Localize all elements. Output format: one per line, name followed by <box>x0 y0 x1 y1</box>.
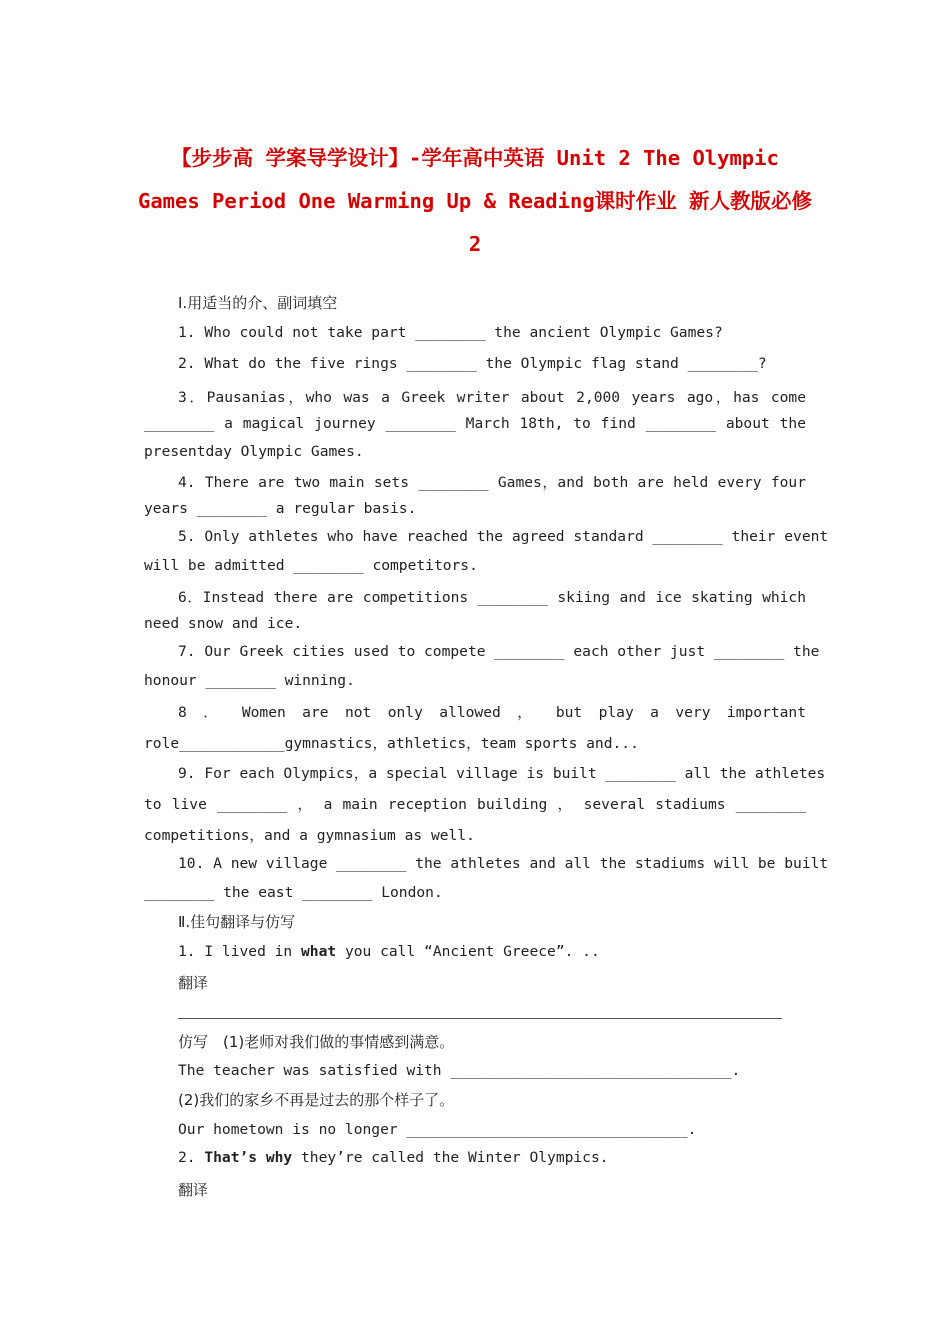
sentence-1-prefix: 1. I lived in <box>178 943 302 960</box>
question-5-line-2: will be admitted ________ competitors. <box>144 557 478 574</box>
sentence-1-keyword: what <box>301 943 337 960</box>
question-3-line-3: presentday Olympic Games. <box>144 443 364 460</box>
question-9-line-3: competitions，and a gymnasium as well. <box>144 827 475 844</box>
sentence-1-suffix: you call “Ancient Greece”. .. <box>336 943 600 960</box>
sentence-2-prefix: 2. <box>178 1149 205 1166</box>
question-6-line-2: need snow and ice. <box>144 615 303 632</box>
question-9-line-2: to live ________ ， a main reception building ， several stadiums ________ <box>144 796 806 813</box>
sentence-1-exercise-2-prompt: (2)我们的家乡不再是过去的那个样子了。 <box>178 1091 455 1109</box>
question-6-line-1: 6．Instead there are competitions ________ skiing and ice skating which <box>178 589 806 606</box>
question-5-line-1: 5. Only athletes who have reached the agreed standard ________ their event <box>178 528 829 545</box>
sentence-1-imitate: 仿写 (1)老师对我们做的事情感到满意。 <box>178 1033 455 1051</box>
section-1-heading: Ⅰ.用适当的介、副词填空 <box>178 294 338 312</box>
sentence-1-exercise-1: The teacher was satisfied with ________________________________. <box>178 1062 741 1079</box>
question-10-line-1: 10. A new village ________ the athletes and all the stadiums will be built <box>178 855 829 872</box>
question-7-line-1: 7. Our Greek cities used to compete ________ each other just ________ the <box>178 643 820 660</box>
sentence-1-exercise-2: Our hometown is no longer ________________________________. <box>178 1121 697 1138</box>
question-3-line-2: ________ a magical journey ________ March 18th, to find ________ about the <box>144 415 806 432</box>
answer-line <box>178 1018 782 1019</box>
question-4-line-2: years ________ a regular basis. <box>144 500 417 517</box>
question-10-line-2: ________ the east ________ London. <box>144 884 443 901</box>
question-4-line-1: 4. There are two main sets ________ Games，and both are held every four <box>178 474 806 491</box>
document-title <box>130 137 820 266</box>
question-8-line-2: role____________gymnastics，athletics，team sports and... <box>144 735 639 752</box>
sentence-1 <box>178 943 600 960</box>
title-line-3: 2 <box>468 232 482 256</box>
question-2: 2. What do the five rings ________ the Olympic flag stand ________? <box>178 355 767 372</box>
title-line-1: 【步步高 学案导学设计】-学年高中英语 Unit 2 The Olympic <box>171 146 779 170</box>
question-7-line-2: honour ________ winning. <box>144 672 355 689</box>
question-3-line-1: 3．Pausanias，who was a Greek writer about 2,000 years ago，has come <box>178 389 806 406</box>
question-1: 1. Who could not take part ________ the ancient Olympic Games? <box>178 324 723 341</box>
sentence-2 <box>178 1149 609 1166</box>
section-2-heading: Ⅱ.佳句翻译与仿写 <box>178 913 296 931</box>
question-8-line-1: 8 ． Women are not only allowed ， but play a very important <box>178 704 806 721</box>
question-9-line-1: 9. For each Olympics，a special village is built ________ all the athletes <box>178 765 826 782</box>
sentence-2-keyword: That’s why <box>204 1149 293 1166</box>
sentence-1-translate-label: 翻译 <box>178 974 209 992</box>
sentence-2-suffix: they’re called the Winter Olympics. <box>292 1149 609 1166</box>
sentence-2-translate-label: 翻译 <box>178 1181 209 1199</box>
title-line-2: Games Period One Warming Up & Reading课时作业 新人教版必修 <box>138 189 812 213</box>
